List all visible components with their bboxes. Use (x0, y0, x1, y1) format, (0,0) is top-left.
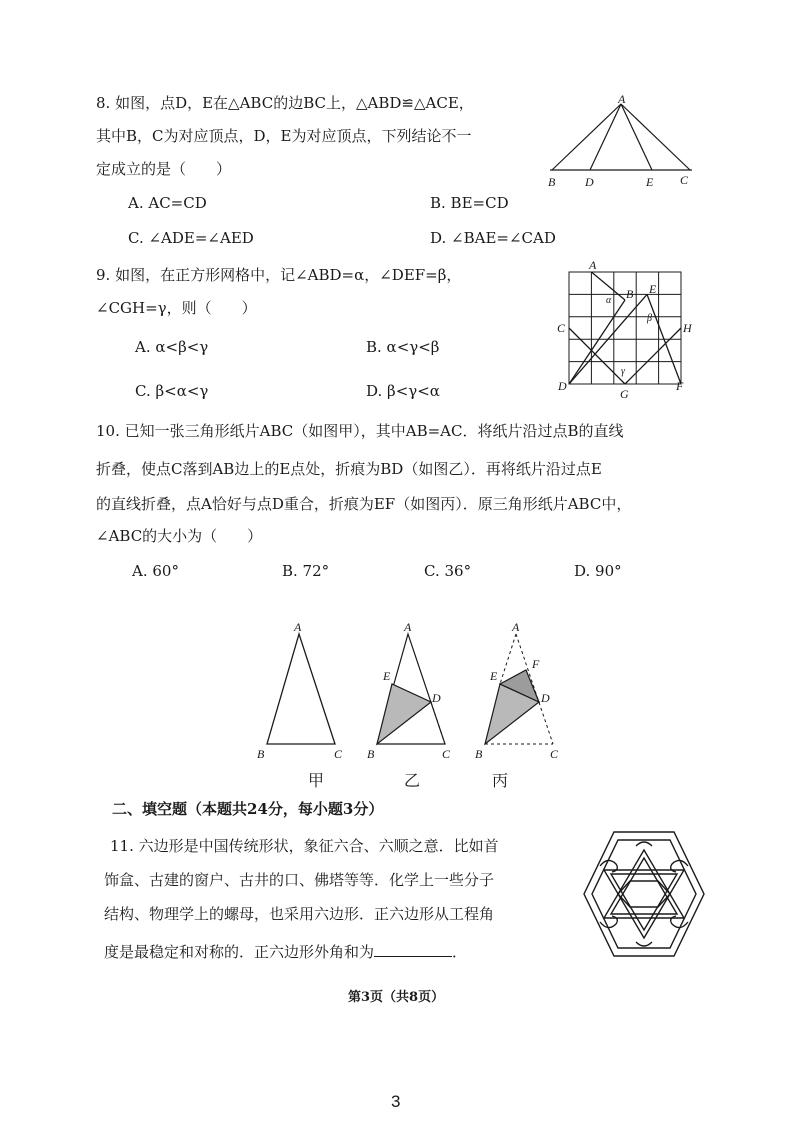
section-2-title: 二、填空题（本题共24分，每小题3分） (112, 800, 384, 818)
q9-option-c: C. β<α<γ (135, 382, 209, 400)
bing-label-b: B (475, 747, 483, 761)
q9-label-h: H (683, 321, 692, 335)
q11-answer-blank (374, 942, 452, 957)
q9-label-e: E (649, 282, 657, 296)
q10-line-1: 10. 已知一张三角形纸片ABC（如图甲），其中AB=AC．将纸片沿过点B的直线 (96, 422, 624, 440)
jia-label-b: B (257, 747, 265, 761)
q8-triangle-figure (540, 94, 700, 194)
yi-label-d: D (432, 691, 441, 705)
q9-line-2: ∠CGH=γ，则（ ） (96, 299, 257, 317)
q8-option-a: A. AC=CD (128, 194, 207, 212)
q9-option-d: D. β<γ<α (366, 382, 440, 400)
q8-label-b: B (548, 175, 556, 189)
q8-option-d: D. ∠BAE=∠CAD (430, 229, 556, 247)
q10-option-c: C. 36° (424, 562, 472, 580)
q9-label-f: F (676, 379, 684, 393)
q10-figure-jia (250, 618, 360, 768)
q9-label-a: A (589, 258, 597, 272)
yi-label-c: C (442, 747, 451, 761)
caption-yi: 乙 (404, 771, 421, 790)
q9-option-b: B. α<γ<β (366, 338, 440, 356)
q9-label-gamma: γ (621, 366, 625, 377)
q11-line-4-text: 度是最稳定和对称的．正六边形外角和为 (104, 943, 375, 961)
q9-label-alpha: α (606, 295, 612, 306)
caption-bing: 丙 (492, 771, 509, 790)
q8-label-d: D (585, 175, 594, 189)
q11-line-2: 饰盒、古建的窗户、古井的口、佛塔等等．化学上一些分子 (104, 871, 495, 889)
q9-label-d: D (558, 379, 567, 393)
q8-line-2: 其中B，C为对应顶点，D，E为对应顶点，下列结论不一 (96, 127, 472, 145)
q10-figure-bing (468, 618, 578, 768)
q9-label-c: C (557, 321, 566, 335)
q8-line-1: 8. 如图，点D，E在△ABC的边BC上，△ABD≌△ACE， (96, 94, 474, 112)
hexagon-pattern-figure (578, 826, 710, 962)
q11-line-4 (104, 935, 467, 969)
bing-label-f: F (532, 657, 540, 671)
q11-line-3: 结构、物理学上的螺母，也采用六边形．正六边形从工程角 (104, 905, 495, 923)
q9-line-1: 9. 如图，在正方形网格中，记∠ABD=α，∠DEF=β， (96, 266, 462, 284)
q9-label-b: B (626, 287, 634, 301)
q9-label-beta: β (647, 313, 652, 324)
caption-jia: 甲 (308, 771, 325, 790)
q8-label-a: A (618, 94, 626, 106)
bing-label-c: C (550, 747, 559, 761)
page-number: 3 (391, 1092, 401, 1111)
q8-label-e: E (646, 175, 654, 189)
q10-line-2: 折叠，使点C落到AB边上的E点处，折痕为BD（如图乙）．再将纸片沿过点E (96, 460, 602, 478)
q8-line-3: 定成立的是（ ） (96, 160, 232, 178)
yi-label-a: A (404, 620, 412, 634)
page-label: 第3页（共8页） (348, 990, 445, 1005)
q8-label-c: C (680, 173, 689, 187)
q10-option-b: B. 72° (282, 562, 330, 580)
jia-label-a: A (294, 620, 302, 634)
q10-line-4: ∠ABC的大小为（ ） (96, 527, 263, 545)
q8-option-b: B. BE=CD (430, 194, 509, 212)
bing-label-d: D (541, 691, 550, 705)
bing-label-e: E (490, 669, 498, 683)
jia-label-c: C (334, 747, 343, 761)
q10-line-3: 的直线折叠，点A恰好与点D重合，折痕为EF（如图丙）．原三角形纸片ABC中， (96, 495, 632, 513)
yi-label-b: B (367, 747, 375, 761)
yi-label-e: E (383, 669, 391, 683)
q11-line-1: 11. 六边形是中国传统形状，象征六合、六顺之意．比如首 (110, 837, 499, 855)
q8-option-c: C. ∠ADE=∠AED (128, 229, 254, 247)
q10-option-a: A. 60° (132, 562, 179, 580)
q11-line-4-tail: ． (452, 943, 468, 961)
q10-option-d: D. 90° (574, 562, 622, 580)
bing-label-a: A (512, 620, 520, 634)
q10-figure-yi (360, 618, 470, 768)
q9-grid-figure (555, 258, 695, 400)
q9-option-a: A. α<β<γ (135, 338, 209, 356)
q9-label-g: G (620, 387, 629, 400)
